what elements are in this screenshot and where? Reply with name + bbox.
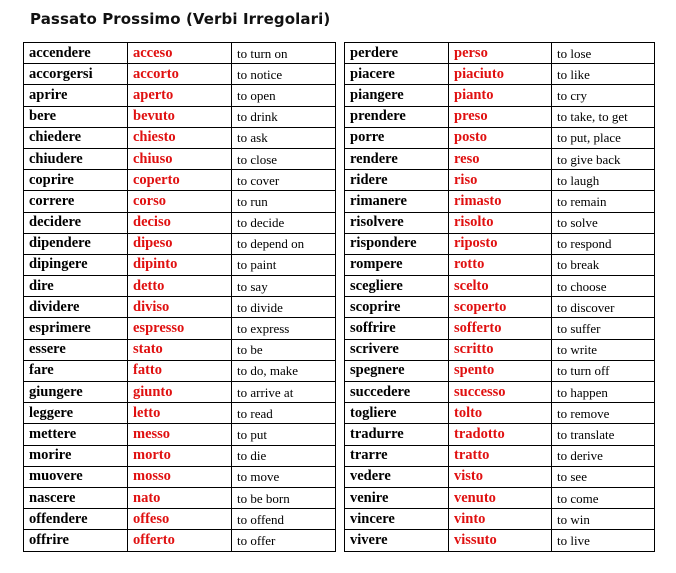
translation-cell: to derive [552, 445, 655, 466]
infinitive-cell: venire [345, 487, 449, 508]
table-row [24, 191, 336, 212]
infinitive-cell: scoprire [345, 297, 449, 318]
translation-cell: to drink [232, 106, 336, 127]
table-row [345, 85, 655, 106]
infinitive-cell: bere [24, 106, 128, 127]
translation-cell: to depend on [232, 233, 336, 254]
translation-cell: to remove [552, 403, 655, 424]
table-row [24, 106, 336, 127]
table-row [24, 466, 336, 487]
participle-cell: offeso [128, 509, 232, 530]
table-row [24, 445, 336, 466]
participle-cell: vinto [449, 509, 552, 530]
table-row [24, 148, 336, 169]
infinitive-cell: nascere [24, 487, 128, 508]
participle-cell: successo [449, 382, 552, 403]
translation-cell: to lose [552, 43, 655, 64]
participle-cell: pianto [449, 85, 552, 106]
translation-cell: to discover [552, 297, 655, 318]
infinitive-cell: rendere [345, 148, 449, 169]
infinitive-cell: chiudere [24, 148, 128, 169]
participle-cell: tratto [449, 445, 552, 466]
table-row [345, 148, 655, 169]
infinitive-cell: tradurre [345, 424, 449, 445]
infinitive-cell: scrivere [345, 339, 449, 360]
infinitive-cell: piangere [345, 85, 449, 106]
participle-cell: chiuso [128, 148, 232, 169]
translation-cell: to divide [232, 297, 336, 318]
infinitive-cell: vivere [345, 530, 449, 551]
infinitive-cell: dipingere [24, 254, 128, 275]
infinitive-cell: trarre [345, 445, 449, 466]
table-row [345, 127, 655, 148]
participle-cell: chiesto [128, 127, 232, 148]
table-row [345, 382, 655, 403]
translation-cell: to solve [552, 212, 655, 233]
participle-cell: reso [449, 148, 552, 169]
translation-cell: to take, to get [552, 106, 655, 127]
table-row [24, 212, 336, 233]
translation-cell: to arrive at [232, 382, 336, 403]
participle-cell: dipinto [128, 254, 232, 275]
translation-cell: to close [232, 148, 336, 169]
translation-cell: to say [232, 276, 336, 297]
participle-cell: giunto [128, 382, 232, 403]
table-row [24, 170, 336, 191]
translation-cell: to read [232, 403, 336, 424]
infinitive-cell: correre [24, 191, 128, 212]
table-row [345, 339, 655, 360]
translation-cell: to notice [232, 64, 336, 85]
translation-cell: to happen [552, 382, 655, 403]
infinitive-cell: prendere [345, 106, 449, 127]
translation-cell: to come [552, 487, 655, 508]
participle-cell: espresso [128, 318, 232, 339]
table-row [345, 509, 655, 530]
table-row [345, 403, 655, 424]
participle-cell: sofferto [449, 318, 552, 339]
infinitive-cell: rispondere [345, 233, 449, 254]
participle-cell: messo [128, 424, 232, 445]
translation-cell: to die [232, 445, 336, 466]
table-row [24, 297, 336, 318]
participle-cell: venuto [449, 487, 552, 508]
infinitive-cell: dividere [24, 297, 128, 318]
translation-cell: to translate [552, 424, 655, 445]
infinitive-cell: accorgersi [24, 64, 128, 85]
infinitive-cell: decidere [24, 212, 128, 233]
table-row [345, 233, 655, 254]
table-row [345, 276, 655, 297]
participle-cell: fatto [128, 360, 232, 381]
participle-cell: corso [128, 191, 232, 212]
translation-cell: to turn on [232, 43, 336, 64]
participle-cell: deciso [128, 212, 232, 233]
participle-cell: aperto [128, 85, 232, 106]
translation-cell: to put [232, 424, 336, 445]
table-row [345, 530, 655, 551]
translation-cell: to move [232, 466, 336, 487]
participle-cell: spento [449, 360, 552, 381]
table-row [24, 127, 336, 148]
participle-cell: preso [449, 106, 552, 127]
infinitive-cell: vincere [345, 509, 449, 530]
table-row [24, 276, 336, 297]
participle-cell: detto [128, 276, 232, 297]
translation-cell: to see [552, 466, 655, 487]
translation-cell: to suffer [552, 318, 655, 339]
participle-cell: posto [449, 127, 552, 148]
infinitive-cell: offrire [24, 530, 128, 551]
table-row [24, 487, 336, 508]
participle-cell: mosso [128, 466, 232, 487]
infinitive-cell: accendere [24, 43, 128, 64]
infinitive-cell: essere [24, 339, 128, 360]
infinitive-cell: dire [24, 276, 128, 297]
participle-cell: bevuto [128, 106, 232, 127]
table-row [345, 466, 655, 487]
page-title: Passato Prossimo (Verbi Irregolari) [30, 10, 331, 28]
table-row [24, 64, 336, 85]
table-row [345, 43, 655, 64]
translation-cell: to win [552, 509, 655, 530]
infinitive-cell: esprimere [24, 318, 128, 339]
participle-cell: riposto [449, 233, 552, 254]
infinitive-cell: giungere [24, 382, 128, 403]
translation-cell: to turn off [552, 360, 655, 381]
participle-cell: diviso [128, 297, 232, 318]
table-row [345, 106, 655, 127]
translation-cell: to like [552, 64, 655, 85]
translation-cell: to be born [232, 487, 336, 508]
participle-cell: perso [449, 43, 552, 64]
table-row [345, 254, 655, 275]
table-row [345, 64, 655, 85]
table-row [345, 191, 655, 212]
infinitive-cell: risolvere [345, 212, 449, 233]
translation-cell: to cry [552, 85, 655, 106]
participle-cell: accorto [128, 64, 232, 85]
table-row [345, 170, 655, 191]
table-row [24, 530, 336, 551]
participle-cell: tradotto [449, 424, 552, 445]
translation-cell: to respond [552, 233, 655, 254]
translation-cell: to live [552, 530, 655, 551]
infinitive-cell: piacere [345, 64, 449, 85]
translation-cell: to ask [232, 127, 336, 148]
table-row [345, 487, 655, 508]
infinitive-cell: chiedere [24, 127, 128, 148]
infinitive-cell: vedere [345, 466, 449, 487]
participle-cell: scelto [449, 276, 552, 297]
infinitive-cell: rimanere [345, 191, 449, 212]
participle-cell: offerto [128, 530, 232, 551]
infinitive-cell: porre [345, 127, 449, 148]
table-row [24, 43, 336, 64]
participle-cell: nato [128, 487, 232, 508]
translation-cell: to offer [232, 530, 336, 551]
table-row [24, 382, 336, 403]
table-row [345, 445, 655, 466]
infinitive-cell: leggere [24, 403, 128, 424]
participle-cell: rotto [449, 254, 552, 275]
translation-cell: to laugh [552, 170, 655, 191]
infinitive-cell: dipendere [24, 233, 128, 254]
participle-cell: risolto [449, 212, 552, 233]
infinitive-cell: mettere [24, 424, 128, 445]
translation-cell: to choose [552, 276, 655, 297]
table-row [345, 297, 655, 318]
participle-cell: rimasto [449, 191, 552, 212]
translation-cell: to put, place [552, 127, 655, 148]
translation-cell: to write [552, 339, 655, 360]
translation-cell: to run [232, 191, 336, 212]
table-row [24, 403, 336, 424]
infinitive-cell: ridere [345, 170, 449, 191]
infinitive-cell: perdere [345, 43, 449, 64]
table-row [24, 339, 336, 360]
table-row [24, 233, 336, 254]
infinitive-cell: rompere [345, 254, 449, 275]
table-row [345, 318, 655, 339]
participle-cell: acceso [128, 43, 232, 64]
participle-cell: letto [128, 403, 232, 424]
participle-cell: scoperto [449, 297, 552, 318]
participle-cell: coperto [128, 170, 232, 191]
infinitive-cell: soffrire [345, 318, 449, 339]
translation-cell: to decide [232, 212, 336, 233]
translation-cell: to express [232, 318, 336, 339]
translation-cell: to do, make [232, 360, 336, 381]
table-row [24, 318, 336, 339]
table-row [345, 424, 655, 445]
participle-cell: piaciuto [449, 64, 552, 85]
infinitive-cell: morire [24, 445, 128, 466]
translation-cell: to cover [232, 170, 336, 191]
table-row [24, 254, 336, 275]
participle-cell: morto [128, 445, 232, 466]
translation-cell: to be [232, 339, 336, 360]
infinitive-cell: succedere [345, 382, 449, 403]
verb-table-right [344, 42, 655, 552]
infinitive-cell: muovere [24, 466, 128, 487]
participle-cell: scritto [449, 339, 552, 360]
table-row [24, 85, 336, 106]
infinitive-cell: togliere [345, 403, 449, 424]
participle-cell: riso [449, 170, 552, 191]
verb-table-left [23, 42, 336, 552]
table-row [24, 360, 336, 381]
translation-cell: to break [552, 254, 655, 275]
infinitive-cell: aprire [24, 85, 128, 106]
table-row [345, 360, 655, 381]
infinitive-cell: fare [24, 360, 128, 381]
participle-cell: tolto [449, 403, 552, 424]
infinitive-cell: scegliere [345, 276, 449, 297]
translation-cell: to give back [552, 148, 655, 169]
translation-cell: to open [232, 85, 336, 106]
participle-cell: visto [449, 466, 552, 487]
table-row [24, 509, 336, 530]
table-row [345, 212, 655, 233]
translation-cell: to remain [552, 191, 655, 212]
infinitive-cell: spegnere [345, 360, 449, 381]
table-row [24, 424, 336, 445]
infinitive-cell: coprire [24, 170, 128, 191]
translation-cell: to paint [232, 254, 336, 275]
participle-cell: stato [128, 339, 232, 360]
infinitive-cell: offendere [24, 509, 128, 530]
participle-cell: vissuto [449, 530, 552, 551]
participle-cell: dipeso [128, 233, 232, 254]
translation-cell: to offend [232, 509, 336, 530]
